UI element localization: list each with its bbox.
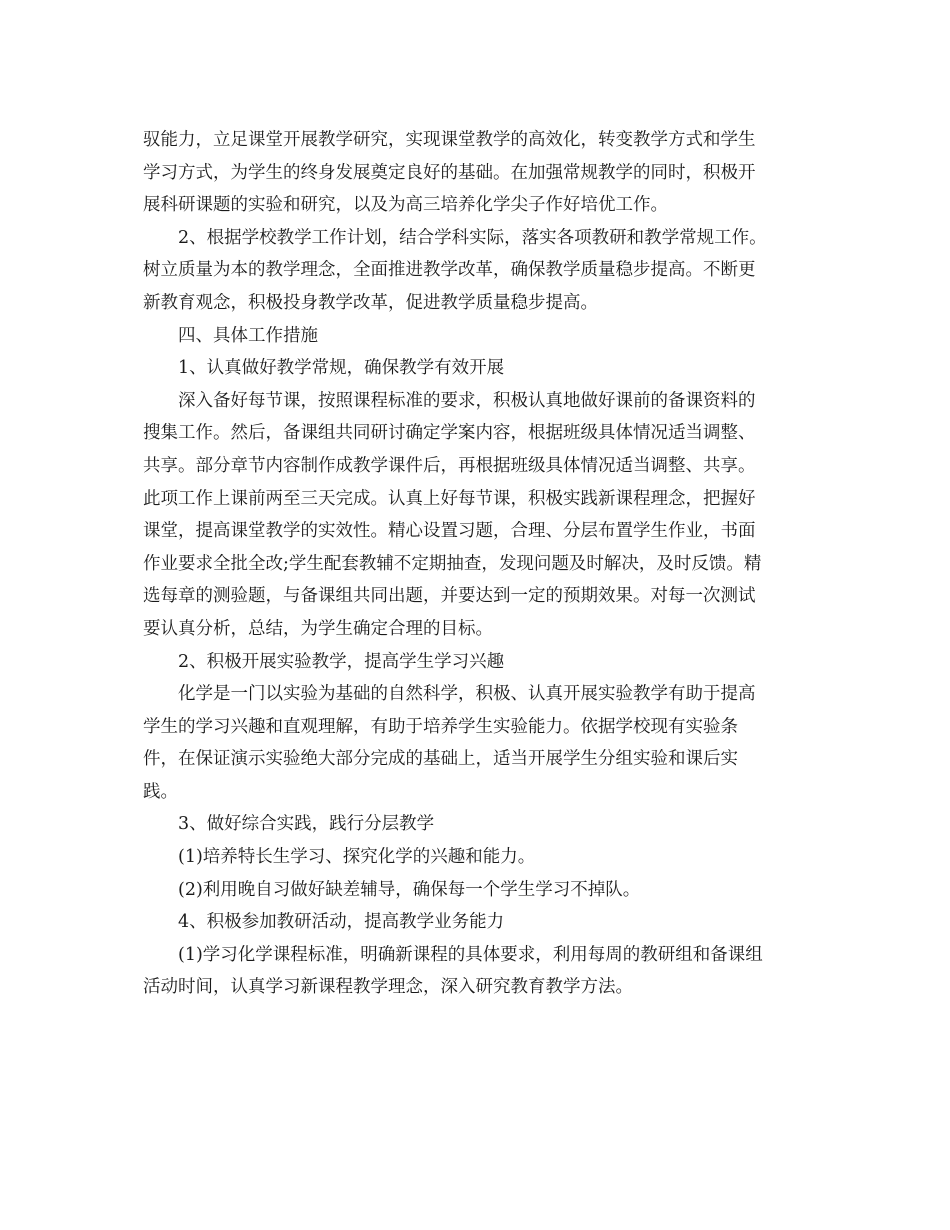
subsection-heading-1: [143, 352, 808, 385]
list-item: [143, 874, 808, 907]
section-heading: [143, 320, 808, 353]
list-item: [143, 939, 808, 1004]
text-line: 学习方式，为学生的终身发展奠定良好的基础。在加强常规教学的同时，积极开: [143, 162, 756, 183]
subsection-heading-3: [143, 808, 808, 841]
text-line: 此项工作上课前两至三天完成。认真上好每节课，积极实践新课程理念，把握好: [143, 488, 756, 509]
text-line: 搜集工作。然后，备课组共同研讨确定学案内容，根据班级具体情况适当调整、: [143, 423, 756, 444]
paragraph-item-2: [143, 222, 808, 320]
text-line: 要认真分析，总结，为学生确定合理的目标。: [143, 618, 493, 639]
text-line: 展科研课题的实验和研究，以及为高三培养化学尖子作好培优工作。: [143, 195, 668, 216]
text-line: (1)学习化学课程标准，明确新课程的具体要求，利用每周的教研组和备课组: [178, 944, 763, 965]
text-line: 活动时间，认真学习新课程教学理念，深入研究教育教学方法。: [143, 977, 633, 998]
subsection-heading-text: 2、积极开展实验教学，提高学生学习兴趣: [178, 651, 505, 672]
subsection-heading-2: [143, 646, 808, 679]
subsection-heading-4: [143, 906, 808, 939]
document-body: [143, 124, 808, 1004]
text-line: 课堂，提高课堂教学的实效性。精心设置习题，合理、分层布置学生作业，书面: [143, 521, 756, 542]
paragraph-experiment-teaching: [143, 678, 808, 808]
paragraph-teaching-routine: [143, 385, 808, 646]
text-line: 作业要求全批全改;学生配套教辅不定期抽查，发现问题及时解决，及时反馈。精: [143, 553, 762, 574]
text-line: 件，在保证演示实验绝大部分完成的基础上，适当开展学生分组实验和课后实: [143, 749, 738, 770]
section-heading-text: 四、具体工作措施: [178, 325, 318, 346]
text-line: 2、根据学校教学工作计划，结合学科实际，落实各项教研和教学常规工作。: [178, 227, 767, 248]
text-line: 践。: [143, 781, 178, 802]
text-line: (1)培养特长生学习、探究化学的兴趣和能力。: [178, 847, 536, 868]
text-line: 选每章的测验题，与备课组共同出题，并要达到一定的预期效果。对每一次测试: [143, 586, 756, 607]
list-item: [143, 841, 808, 874]
subsection-heading-text: 1、认真做好教学常规，确保教学有效开展: [178, 358, 505, 379]
subsection-heading-text: 4、积极参加教研活动，提高教学业务能力: [178, 912, 505, 933]
text-line: 化学是一门以实验为基础的自然科学，积极、认真开展实验教学有助于提高: [178, 684, 756, 705]
text-line: 树立质量为本的教学理念，全面推进教学改革，确保教学质量稳步提高。不断更: [143, 260, 756, 281]
text-line: 新教育观念，积极投身教学改革，促进教学质量稳步提高。: [143, 292, 598, 313]
subsection-heading-text: 3、做好综合实践，践行分层教学: [178, 814, 435, 835]
text-line: 学生的学习兴趣和直观理解，有助于培养学生实验能力。依据学校现有实验条: [143, 716, 738, 737]
text-line: 驭能力，立足课堂开展教学研究，实现课堂教学的高效化，转变教学方式和学生: [143, 130, 756, 150]
text-line: 深入备好每节课，按照课程标准的要求，积极认真地做好课前的备课资料的: [178, 390, 756, 411]
paragraph-continuation: [143, 124, 808, 222]
text-line: (2)利用晚自习做好缺差辅导，确保每一个学生学习不掉队。: [178, 879, 641, 900]
text-line: 共享。部分章节内容制作成教学课件后，再根据班级具体情况适当调整、共享。: [143, 455, 756, 476]
